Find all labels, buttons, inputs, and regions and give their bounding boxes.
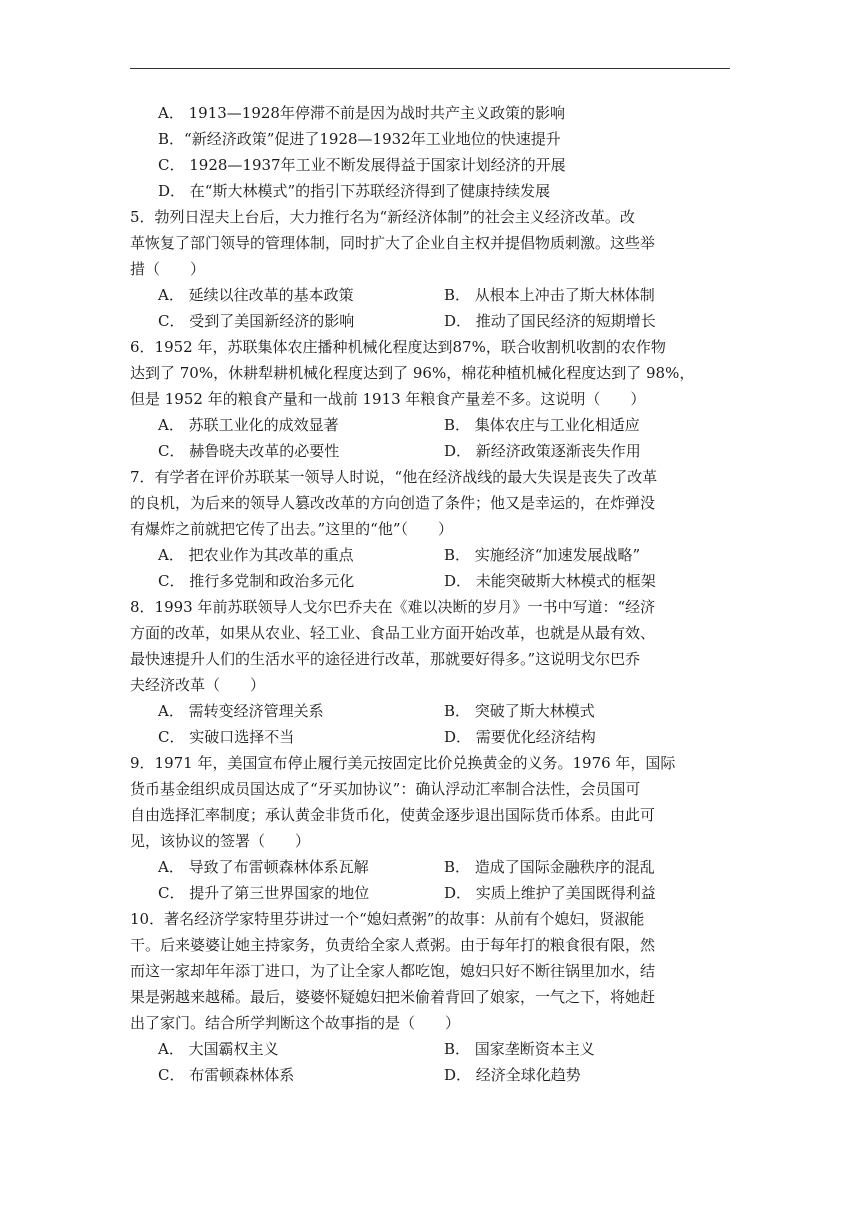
question-stem-line: 自由选择汇率制度；承认黄金非货币化，使黄金逐步退出国际货币体系。由此可 bbox=[130, 806, 656, 824]
option-a: A． 1913—1928年停滞不前是因为战时共产主义政策的影响 bbox=[158, 104, 565, 122]
question-stem-line: 方面的改革，如果从农业、轻工业、食品工业方面开始改革，也就是从最有效、 bbox=[130, 624, 656, 642]
option-d: D． 在“斯大林模式”的指引下苏联经济得到了健康持续发展 bbox=[158, 182, 551, 200]
question-6 bbox=[130, 334, 730, 464]
question-stem-line: 达到了 70%，休耕犁耕机械化程度达到了 96%，棉花种植机械化程度达到了 98%， bbox=[130, 364, 695, 382]
option-d: D． 推动了国民经济的短期增长 bbox=[444, 312, 656, 330]
option-b: B． 突破了斯大林模式 bbox=[444, 702, 595, 720]
option-c: C． 实破口选择不当 bbox=[158, 728, 295, 746]
option-a: A． 需转变经济管理关系 bbox=[158, 702, 324, 720]
option-b: B． 集体农庄与工业化相适应 bbox=[444, 416, 640, 434]
question-stem-line: 10．著名经济学家特里芬讲过一个“媳妇煮粥”的故事：从前有个媳妇，贤淑能 bbox=[130, 910, 645, 928]
option-a: A． 苏联工业化的成效显著 bbox=[158, 416, 339, 434]
option-b: B． 国家垄断资本主义 bbox=[444, 1040, 595, 1058]
option-c: C． 布雷顿森林体系 bbox=[158, 1066, 295, 1084]
question-stem-line: 但是 1952 年的粮食产量和一战前 1913 年粮食产量差不多。这说明（ ） bbox=[130, 390, 646, 408]
option-c: C． 1928—1937年工业不断发展得益于国家计划经济的开展 bbox=[158, 156, 566, 174]
option-c: C． 提升了第三世界国家的地位 bbox=[158, 884, 370, 902]
question-stem-line: 措（ ） bbox=[130, 260, 206, 278]
option-d: D． 经济全球化趋势 bbox=[444, 1066, 581, 1084]
question-stem-line: 有爆炸之前就把它传了出去。”这里的“他”（ ） bbox=[130, 520, 454, 538]
question-stem-line: 5．勃列日涅夫上台后，大力推行名为“新经济体制”的社会主义经济改革。改 bbox=[130, 208, 635, 226]
question-stem-line: 货币基金组织成员国达成了“牙买加协议”：确认浮动汇率制合法性，会员国可 bbox=[130, 780, 641, 798]
question-9 bbox=[130, 750, 730, 906]
option-c: C． 受到了美国新经济的影响 bbox=[158, 312, 355, 330]
option-d: D． 未能突破斯大林模式的框架 bbox=[444, 572, 656, 590]
option-c: C． 赫鲁晓夫改革的必要性 bbox=[158, 442, 340, 460]
question-stem-line: 7．有学者在评价苏联某一领导人时说，“他在经济战线的最大失误是丧失了改革 bbox=[130, 468, 658, 486]
question-stem-line: 最快速提升人们的生活水平的途径进行改革，那就要好得多。”这说明戈尔巴乔 bbox=[130, 650, 641, 668]
question-stem-line: 夫经济改革（ ） bbox=[130, 676, 266, 694]
option-a: A． 延续以往改革的基本政策 bbox=[158, 286, 354, 304]
question-stem-line: 干。后来婆婆让她主持家务，负责给全家人煮粥。由于每年打的粮食很有限，然 bbox=[130, 936, 656, 954]
question-stem-line: 6．1952 年，苏联集体农庄播种机械化程度达到87%，联合收割机收割的农作物 bbox=[130, 338, 666, 356]
option-d: D． 需要优化经济结构 bbox=[444, 728, 596, 746]
question-4-options bbox=[130, 100, 730, 204]
question-stem-line: 革恢复了部门领导的管理体制，同时扩大了企业自主权并提倡物质刺激。这些举 bbox=[130, 234, 656, 252]
question-stem-line: 而这一家却年年添丁进口，为了让全家人都吃饱，媳妇只好不断往锅里加水，结 bbox=[130, 962, 656, 980]
option-b: B．“新经济政策”促进了1928—1932年工业地位的快速提升 bbox=[158, 130, 561, 148]
question-stem-line: 果是粥越来越稀。最后，婆婆怀疑媳妇把米偷着背回了娘家，一气之下，将她赶 bbox=[130, 988, 656, 1006]
question-8 bbox=[130, 594, 730, 750]
option-d: D． 实质上维护了美国既得利益 bbox=[444, 884, 656, 902]
option-c: C． 推行多党制和政治多元化 bbox=[158, 572, 355, 590]
question-list bbox=[130, 100, 730, 1088]
question-stem-line: 见，该协议的签署（ ） bbox=[130, 832, 311, 850]
question-stem-line: 出了家门。结合所学判断这个故事指的是（ ） bbox=[130, 1014, 461, 1032]
option-d: D． 新经济政策逐渐丧失作用 bbox=[444, 442, 641, 460]
option-a: A． 导致了布雷顿森林体系瓦解 bbox=[158, 858, 369, 876]
option-a: A． 把农业作为其改革的重点 bbox=[158, 546, 354, 564]
question-stem-line: 9．1971 年，美国宣布停止履行美元按固定比价兑换黄金的义务。1976 年，国际 bbox=[130, 754, 676, 772]
option-b: B． 实施经济“加速发展战略” bbox=[444, 546, 641, 564]
option-b: B． 造成了国际金融秩序的混乱 bbox=[444, 858, 655, 876]
question-5 bbox=[130, 204, 730, 334]
question-stem-line: 的良机，为后来的领导人篡改改革的方向创造了条件；他又是幸运的，在炸弹没 bbox=[130, 494, 656, 512]
option-a: A． 大国霸权主义 bbox=[158, 1040, 279, 1058]
question-7 bbox=[130, 464, 730, 594]
question-stem-line: 8．1993 年前苏联领导人戈尔巴乔夫在《难以决断的岁月》一书中写道：“经济 bbox=[130, 598, 656, 616]
header-rule bbox=[130, 68, 730, 69]
question-10 bbox=[130, 906, 730, 1088]
option-b: B． 从根本上冲击了斯大林体制 bbox=[444, 286, 655, 304]
